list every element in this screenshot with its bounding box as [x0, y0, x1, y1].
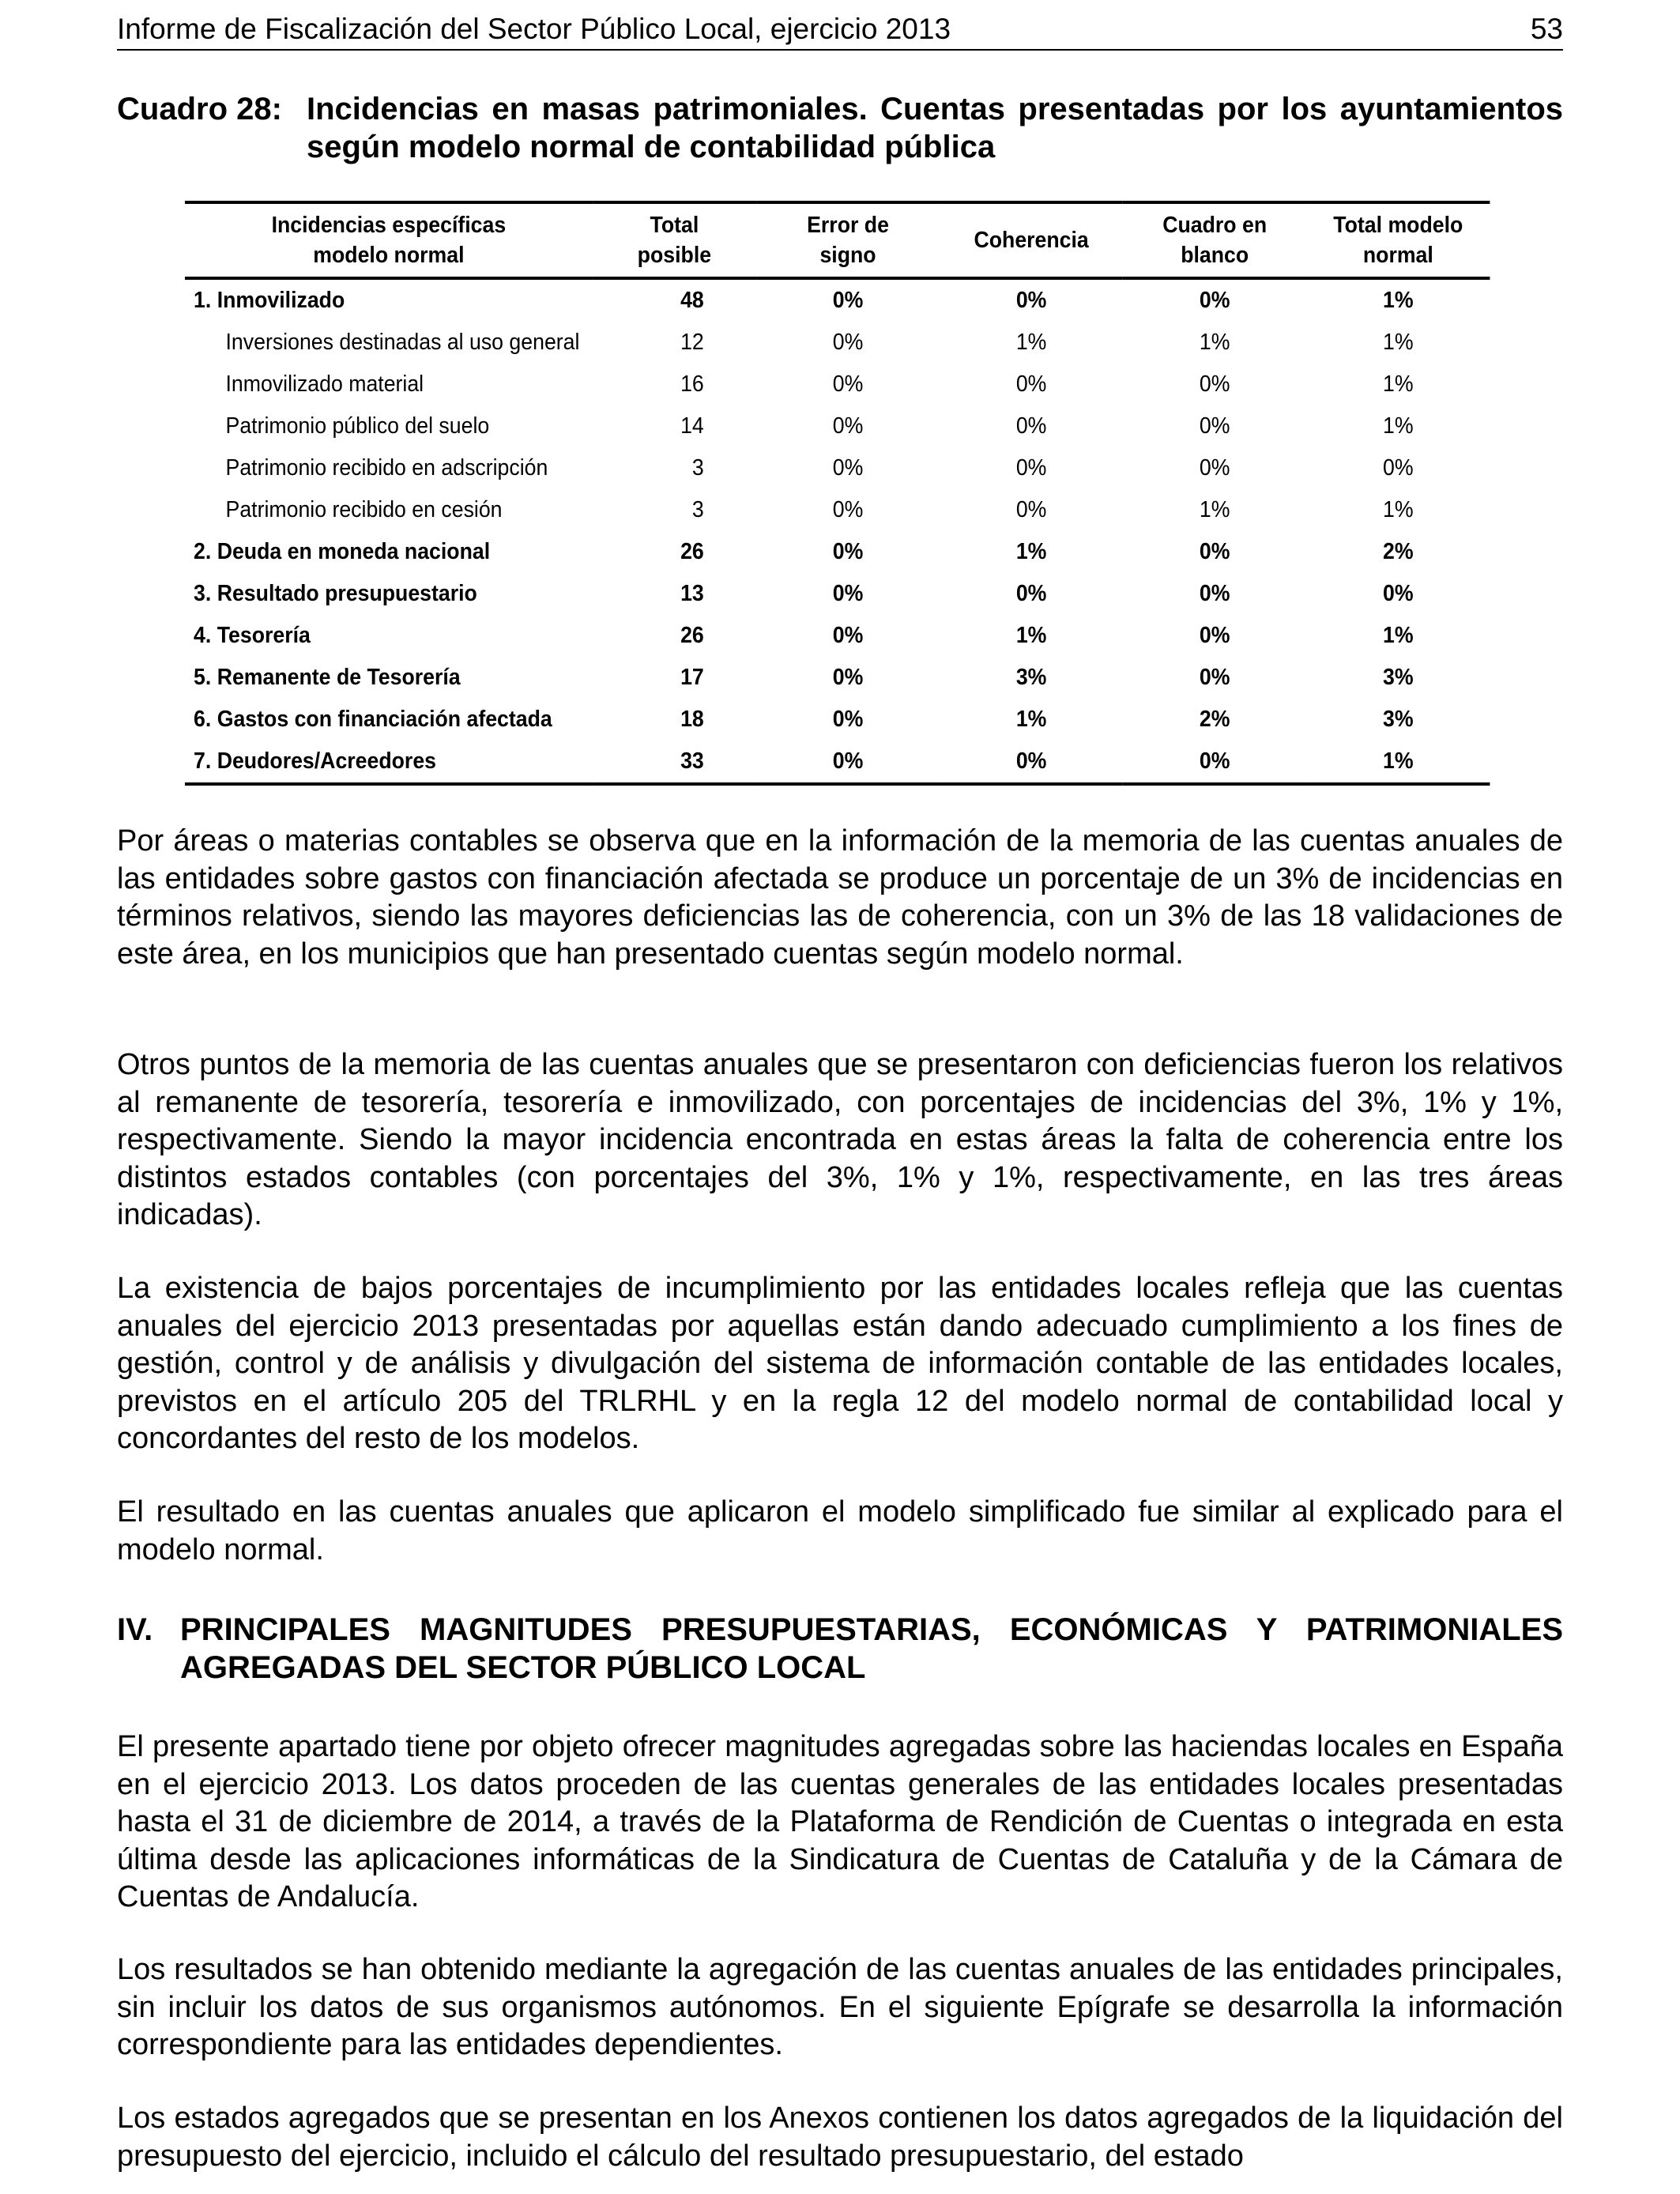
table-row [185, 278, 1490, 322]
row-coherencia: 1% [1015, 330, 1047, 355]
body-paragraph: La existencia de bajos porcentajes de incumplimiento por las entidades locales refleja que las cuentas anuales del ejercicio 2013 presentadas por aquellas están dando adecuado cumplimiento a los fines de gestión, control y de análisis y divulgación del sistema de información contable de las entidades locales, previstos en el artículo 205 del TRLRHL y en la regla 12 del modelo normal de contabilidad local y concordantes del resto de los modelos. [117, 1272, 1563, 1455]
row-error: 0% [832, 581, 864, 606]
row-error: 0% [832, 665, 864, 690]
row-total: 12 [680, 330, 704, 355]
body-paragraph: Los resultados se han obtenido mediante la agregación de las cuentas anuales de las entidades principales, sin incluir los datos de sus organismos autónomos. En el siguiente Epígrafe se desarrolla la información correspondiente para las entidades dependientes. [117, 1953, 1563, 2061]
running-header [117, 11, 1563, 51]
row-total-modelo: 3% [1383, 707, 1414, 732]
row-coherencia: 1% [1015, 623, 1047, 648]
body-paragraph: Los estados agregados que se presentan en los Anexos contienen los datos agregados de la liquidación del presupuesto del ejercicio, incluido el cálculo del resultado presupuestario, del estado [117, 2102, 1563, 2173]
row-total-modelo: 3% [1383, 665, 1414, 690]
col-header-total-modelo: Total modelo normal [1306, 202, 1490, 278]
row-cuadro: 0% [1199, 665, 1230, 690]
table-row [185, 615, 1490, 657]
row-coherencia: 0% [1015, 371, 1047, 397]
row-total: 13 [680, 581, 704, 606]
row-cuadro: 0% [1199, 581, 1230, 606]
row-error: 0% [756, 741, 940, 784]
row-name: Patrimonio recibido en cesión [225, 497, 503, 522]
row-coherencia: 1% [1015, 707, 1047, 732]
row-total-modelo: 0% [1383, 581, 1414, 606]
section-title: PRINCIPALES MAGNITUDES PRESUPUESTARIAS, ECONÓMICAS Y PATRIMONIALES AGREGADAS DEL SECTOR PÚBLICO LOCAL [180, 1612, 1563, 1685]
row-name: Patrimonio recibido en adscripción [225, 455, 548, 481]
row-name: Inversiones destinadas al uso general [225, 330, 580, 355]
row-cuadro: 1% [1199, 497, 1230, 522]
row-total: 33 [593, 741, 756, 784]
row-coherencia: 0% [1015, 288, 1047, 313]
row-error: 0% [832, 707, 864, 732]
table-row [185, 699, 1490, 741]
row-total: 17 [680, 665, 704, 690]
row-total-modelo: 0% [1383, 455, 1414, 481]
row-cuadro: 0% [1199, 539, 1230, 564]
row-error: 0% [832, 497, 864, 522]
row-total: 16 [680, 371, 704, 397]
table-row [185, 364, 1490, 405]
row-coherencia: 3% [1015, 665, 1047, 690]
incidencias-table [185, 201, 1490, 786]
row-name: 3. Resultado presupuestario [194, 581, 477, 606]
row-cuadro: 2% [1199, 707, 1230, 732]
row-total-modelo: 1% [1383, 413, 1414, 439]
row-coherencia: 0% [940, 741, 1123, 784]
row-total: 48 [680, 288, 704, 313]
row-name: 2. Deuda en moneda nacional [194, 539, 491, 564]
row-coherencia: 0% [1015, 413, 1047, 439]
caption-text: Incidencias en masas patrimoniales. Cuentas presentadas por los ayuntamientos según modelo normal de contabilidad pública [307, 92, 1563, 164]
row-total-modelo: 1% [1383, 288, 1414, 313]
col-header-incidencias: Incidencias específicas modelo normal [185, 202, 593, 278]
row-cuadro: 0% [1199, 288, 1230, 313]
col-header-error-signo: Error de signo [756, 202, 940, 278]
table-row [185, 531, 1490, 573]
row-total: 18 [680, 707, 704, 732]
row-coherencia: 0% [1015, 497, 1047, 522]
row-error: 0% [832, 288, 864, 313]
row-name: Inmovilizado material [225, 371, 424, 397]
section-number: IV. [117, 1612, 153, 1647]
row-cuadro: 0% [1199, 455, 1230, 481]
row-cuadro: 0% [1199, 413, 1230, 439]
row-name: 4. Tesorería [194, 623, 311, 648]
row-total-modelo: 1% [1306, 741, 1490, 784]
table-header-row [185, 202, 1490, 278]
table-row [185, 405, 1490, 447]
row-name: 7. Deudores/Acreedores [185, 741, 593, 784]
table-row [185, 657, 1490, 699]
col-header-coherencia: Coherencia [940, 202, 1123, 278]
row-total-modelo: 1% [1383, 623, 1414, 648]
row-coherencia: 1% [1015, 539, 1047, 564]
row-coherencia: 0% [1015, 581, 1047, 606]
header-title: Informe de Fiscalización del Sector Público Local, ejercicio 2013 [117, 13, 951, 45]
row-total-modelo: 1% [1383, 371, 1414, 397]
col-header-cuadro-blanco: Cuadro en blanco [1123, 202, 1306, 278]
page-number: 53 [1530, 13, 1563, 45]
incidencias-table-wrap [185, 201, 1490, 786]
row-total: 26 [680, 539, 704, 564]
caption-label: Cuadro 28: [117, 92, 282, 126]
row-total: 26 [680, 623, 704, 648]
table-row [185, 573, 1490, 615]
row-name: 6. Gastos con financiación afectada [194, 707, 552, 732]
row-name: 5. Remanente de Tesorería [194, 665, 461, 690]
row-total: 3 [691, 455, 704, 481]
body-paragraph: El presente apartado tiene por objeto ofrecer magnitudes agregadas sobre las haciendas locales en España en el ejercicio 2013. Los datos proceden de las cuentas generales de las entidades locales presentadas hasta el 31 de diciembre de 2014, a través de la Plataforma de Rendición de Cuentas o integrada en esta última desde las aplicaciones informáticas de la Sindicatura de Cuentas de Cataluña y de la Cámara de Cuentas de Andalucía. [117, 1730, 1563, 1913]
row-error: 0% [832, 539, 864, 564]
row-cuadro: 1% [1199, 330, 1230, 355]
row-cuadro: 0% [1199, 371, 1230, 397]
row-total-modelo: 1% [1383, 330, 1414, 355]
row-name: Patrimonio público del suelo [225, 413, 490, 439]
table-row [185, 741, 1490, 784]
row-error: 0% [832, 413, 864, 439]
row-total: 14 [680, 413, 704, 439]
body-paragraph: El resultado en las cuentas anuales que aplicaron el modelo simplificado fue similar al explicado para el modelo normal. [117, 1495, 1563, 1566]
col-header-total-posible: Total posible [593, 202, 756, 278]
row-total: 3 [691, 497, 704, 522]
row-cuadro: 0% [1199, 623, 1230, 648]
table-row [185, 322, 1490, 364]
row-total-modelo: 2% [1383, 539, 1414, 564]
row-error: 0% [832, 330, 864, 355]
row-cuadro: 0% [1123, 741, 1306, 784]
body-paragraph: Otros puntos de la memoria de las cuentas anuales que se presentaron con deficiencias fueron los relativos al remanente de tesorería, tesorería e inmovilizado, con porcentajes de incidencias del 3%, 1% y 1%, respectivamente. Siendo la mayor incidencia encontrada en estas áreas la falta de coherencia entre los distintos estados contables (con porcentajes del 3%, 1% y 1%, respectivamente, en las tres áreas indicadas). [117, 1048, 1563, 1231]
body-paragraph: Por áreas o materias contables se observa que en la información de la memoria de las cuentas anuales de las entidades sobre gastos con financiación afectada se produce un porcentaje de un 3% de incidencias en términos relativos, siendo las mayores deficiencias las de coherencia, con un 3% de las 18 validaciones de este área, en los municipios que han presentado cuentas según modelo normal. [117, 824, 1563, 971]
row-coherencia: 0% [1015, 455, 1047, 481]
table-row [185, 447, 1490, 489]
row-error: 0% [832, 623, 864, 648]
row-error: 0% [832, 371, 864, 397]
table-row [185, 489, 1490, 531]
row-total-modelo: 1% [1383, 497, 1414, 522]
row-name: 1. Inmovilizado [194, 288, 345, 313]
row-error: 0% [832, 455, 864, 481]
